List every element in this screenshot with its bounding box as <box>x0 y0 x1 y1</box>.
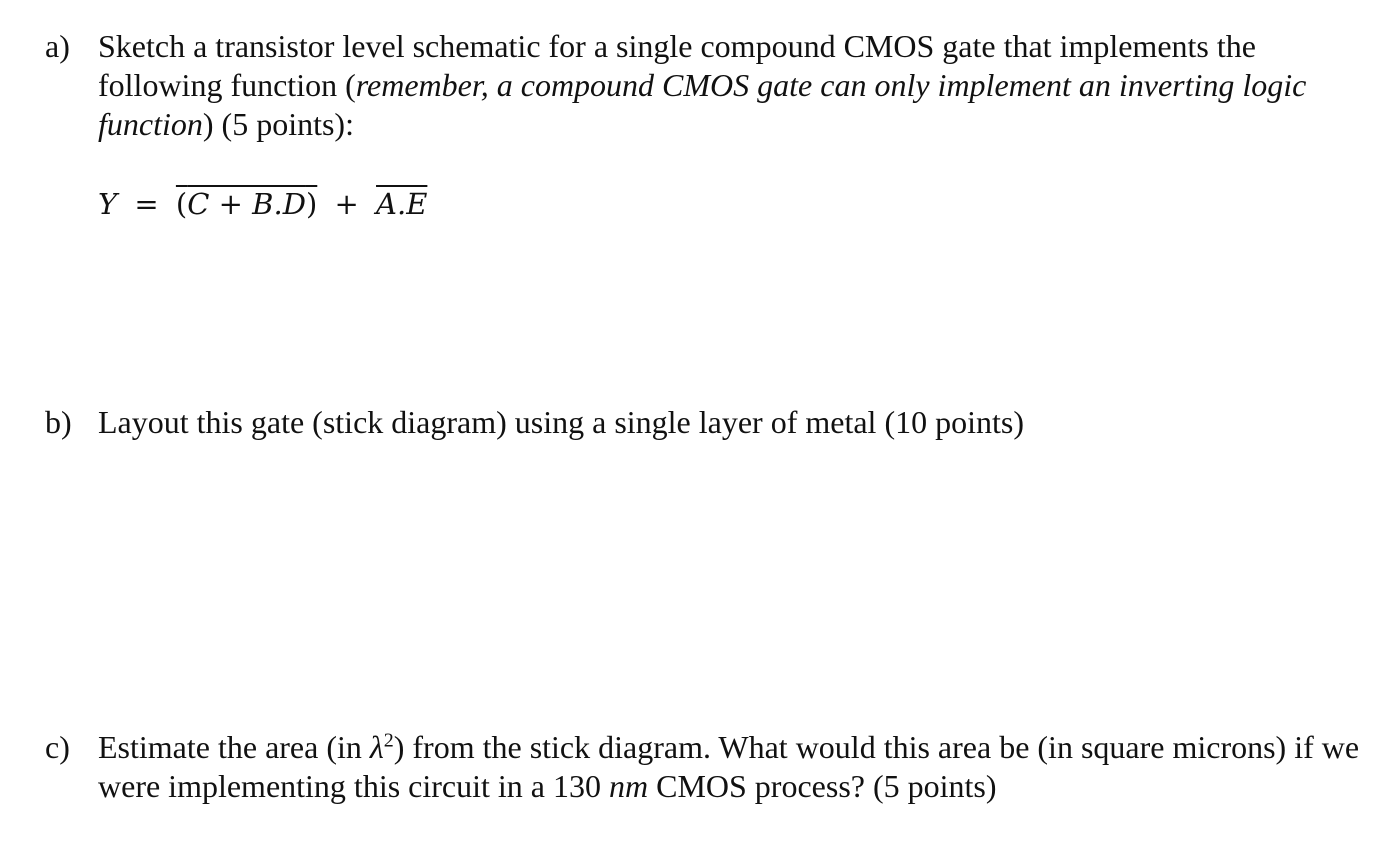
equation-term-1-open: ( <box>175 187 188 221</box>
question-a-text-1: Sketch a transistor level schematic for a single compound CMOS gate that implements the following function ( <box>98 28 1256 103</box>
question-c-text-1: Estimate the area (in <box>98 729 370 765</box>
question-b-text: Layout this gate (stick diagram) using a single layer of metal (10 points) <box>98 404 1024 440</box>
question-c-marker: c) <box>45 729 70 765</box>
unit-nm: nm <box>608 768 649 804</box>
question-b <box>45 403 1365 442</box>
question-a-text <box>98 27 1365 144</box>
equation-term-2: A.E <box>376 187 428 221</box>
question-a-italic-note: remember, a compound CMOS gate can only implement an inverting logic function <box>98 67 1307 142</box>
equation-plus: + <box>334 187 359 221</box>
equation-term-1-inner: C + B.D <box>187 187 306 221</box>
lambda-symbol: λ <box>369 729 384 765</box>
question-a <box>45 27 1365 144</box>
question-c <box>45 728 1365 806</box>
lambda-exponent: 2 <box>383 729 394 752</box>
question-c-text-2: ) from the stick diagram. What would this area be (in square microns) if we were implementing this circuit in a 130 <box>98 729 1360 804</box>
equation-lhs: Y <box>98 187 118 221</box>
question-a-text-2: ) (5 points): <box>202 106 354 142</box>
question-a-marker: a) <box>45 28 70 64</box>
question-b-marker: b) <box>45 404 72 440</box>
question-c-text-3: CMOS process? (5 points) <box>648 768 997 804</box>
equation-term-1-close: ) <box>305 187 318 221</box>
question-c-text <box>98 728 1365 806</box>
equation-term-1 <box>176 187 317 221</box>
boolean-equation <box>98 184 427 224</box>
equation-equals: = <box>134 187 159 221</box>
